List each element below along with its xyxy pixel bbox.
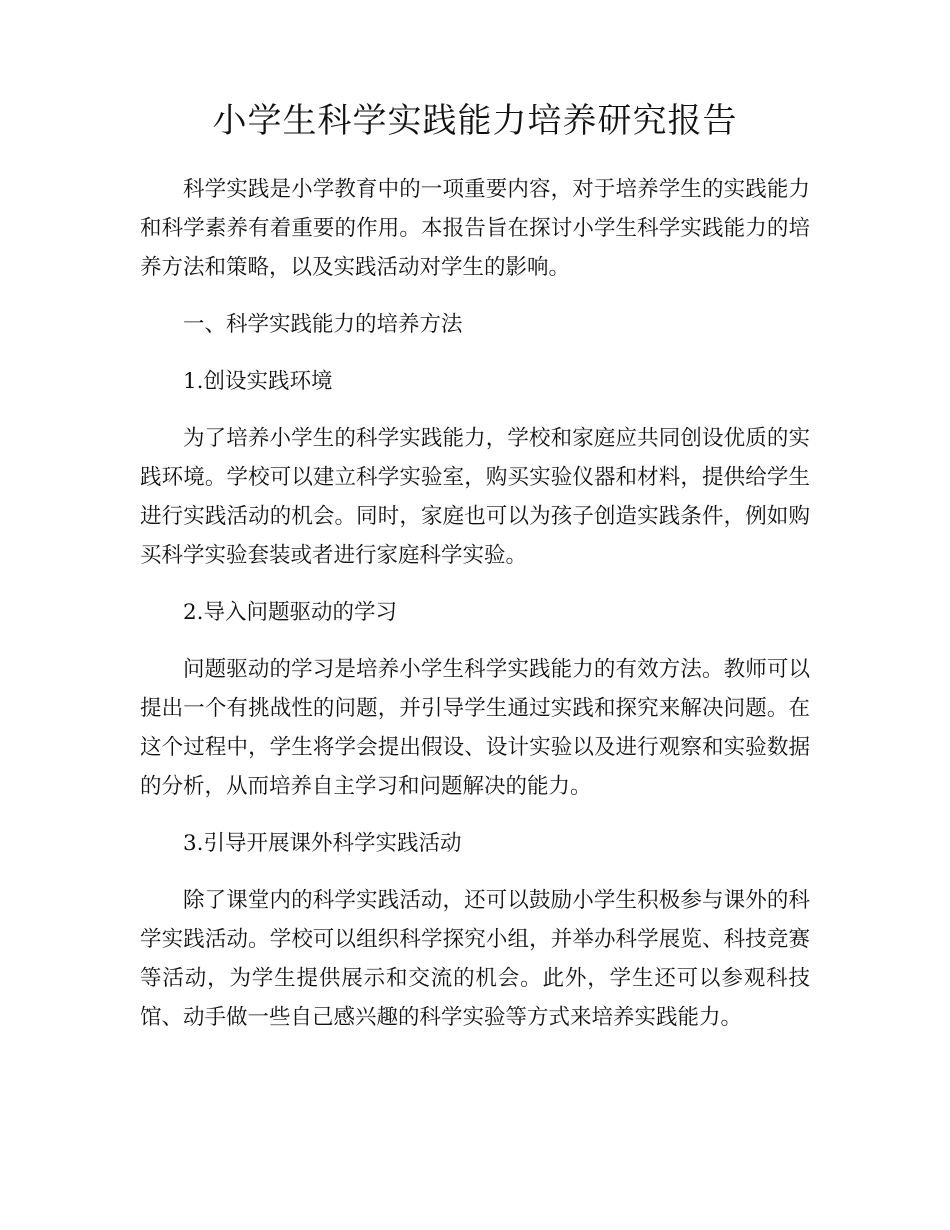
- subsection-paragraph-1: 为了培养小学生的科学实践能力，学校和家庭应共同创设优质的实践环境。学校可以建立科学实验室，购买实验仪器和材料，提供给学生进行实践活动的机会。同时，家庭也可以为孩子创造实践条件，例如购买科学实验套装或者进行家庭科学实验。: [140, 426, 810, 568]
- subsection-heading-1: 1.创设实践环境: [183, 369, 333, 394]
- subsection-heading-3: 3.引导开展课外科学实践活动: [183, 831, 462, 856]
- section-heading: 一、科学实践能力的培养方法: [183, 312, 463, 337]
- document-body: [140, 170, 810, 1037]
- document-title: 小学生科学实践能力培养研究报告: [212, 101, 738, 141]
- subsection-heading-2: 2.导入问题驱动的学习: [183, 600, 398, 625]
- subsection-paragraph-3: 除了课堂内的科学实践活动，还可以鼓励小学生积极参与课外的科学实践活动。学校可以组织科学探究小组，并举办科学展览、科技竞赛等活动，为学生提供展示和交流的机会。此外，学生还可以参观科技馆、动手做一些自己感兴趣的科学实验等方式来培养实践能力。: [140, 888, 810, 1030]
- subsection-paragraph-2: 问题驱动的学习是培养小学生科学实践能力的有效方法。教师可以提出一个有挑战性的问题，并引导学生通过实践和探究来解决问题。在这个过程中，学生将学会提出假设、设计实验以及进行观察和实验数据的分析，从而培养自主学习和问题解决的能力。: [140, 657, 810, 799]
- intro-paragraph: 科学实践是小学教育中的一项重要内容，对于培养学生的实践能力和科学素养有着重要的作用。本报告旨在探讨小学生科学实践能力的培养方法和策略，以及实践活动对学生的影响。: [140, 177, 810, 280]
